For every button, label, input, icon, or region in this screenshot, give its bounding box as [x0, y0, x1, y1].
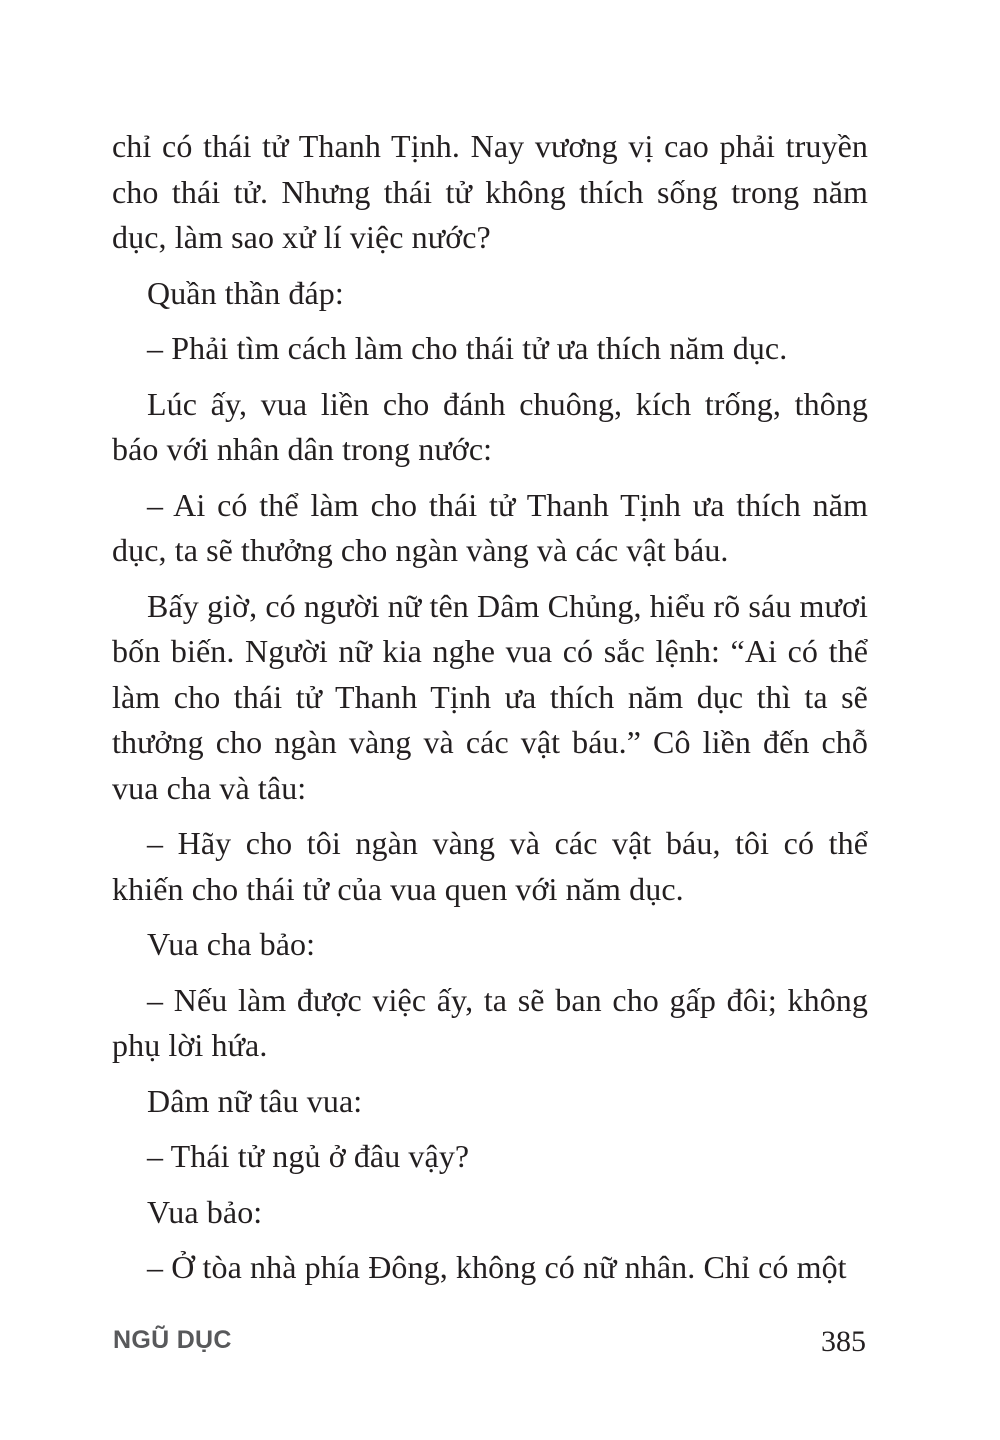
paragraph: Bấy giờ, có người nữ tên Dâm Chủng, hiểu rõ sáu mươi bốn biến. Người nữ kia nghe vua có sắc lệnh: “Ai có thể làm cho thái tử Thanh Tịnh ưa thích năm dục thì ta sẽ thưởng cho ngàn vàng và các vật báu.” Cô liền đến chỗ vua cha và tâu: — [112, 587, 868, 806]
paragraph: – Ở tòa nhà phía Đông, không có nữ nhân. Chỉ có một — [147, 1249, 847, 1285]
paragraph: chỉ có thái tử Thanh Tịnh. Nay vương vị cao phải truyền cho thái tử. Nhưng thái tử không thích sống trong năm dục, làm sao xử lí việc nước? — [112, 128, 868, 255]
body-text — [112, 124, 868, 1301]
paragraph: – Ai có thể làm cho thái tử Thanh Tịnh ưa thích năm dục, ta sẽ thưởng cho ngàn vàng và các vật báu. — [112, 486, 868, 568]
paragraph: Quần thần đáp: — [147, 274, 344, 311]
paragraph: – Thái tử ngủ ở đâu vậy? — [147, 1138, 470, 1174]
page-number: 385 — [821, 1325, 866, 1358]
paragraph: – Phải tìm cách làm cho thái tử ưa thích năm dục. — [147, 330, 788, 366]
paragraph: Lúc ấy, vua liền cho đánh chuông, kích trống, thông báo với nhân dân trong nước: — [112, 385, 868, 467]
paragraph: – Hãy cho tôi ngàn vàng và các vật báu, tôi có thể khiến cho thái tử của vua quen với năm dục. — [112, 825, 868, 907]
paragraph: Dâm nữ tâu vua: — [147, 1082, 363, 1119]
paragraph: Vua bảo: — [147, 1193, 263, 1230]
paragraph: – Nếu làm được việc ấy, ta sẽ ban cho gấp đôi; không phụ lời hứa. — [112, 981, 868, 1063]
paragraph: Vua cha bảo: — [147, 926, 316, 962]
running-footer-title: NGŨ DỤC — [113, 1326, 232, 1354]
